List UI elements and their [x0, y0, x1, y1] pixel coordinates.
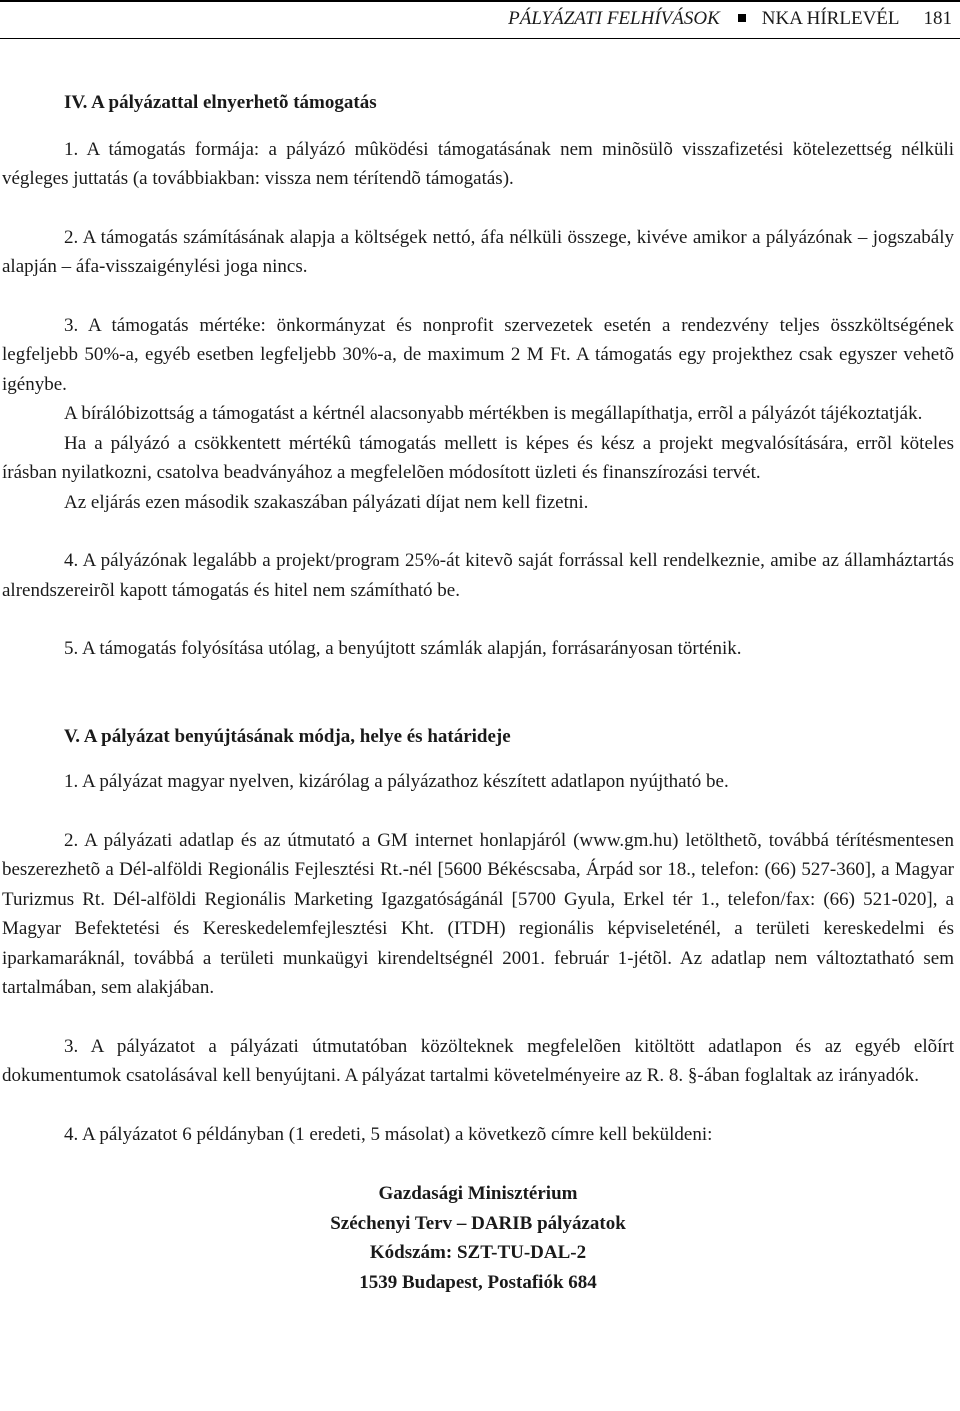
paragraph-iv-2: 2. A támogatás számításának alapja a költségek nettó, áfa nélküli összege, kivéve amikor a pályázónak – jogszabály alapján – áfa-visszaigénylési joga nincs. [2, 226, 954, 277]
header-bar [508, 8, 952, 30]
section-heading-iv: IV. A pályázattal elnyerhetõ támogatás [64, 92, 377, 113]
header-divider [0, 38, 960, 39]
paragraph-iv-3c: Ha a pályázó a csökkentett mértékû támogatás mellett is képes és kész a projekt megvalósítására, errõl köteles írásban nyilatkozni, csatolva beadványához a megfelelõen módosított üzleti és finanszírozási tervét. [2, 432, 954, 483]
address-program: Széchenyi Terv – DARIB pályázatok [330, 1212, 626, 1234]
paragraph-iv-5: 5. A támogatás folyósítása utólag, a benyújtott számlák alapján, forrásarányosan történik. [64, 638, 742, 659]
paragraph-v-1: 1. A pályázat magyar nyelven, kizárólag a pályázathoz készített adatlapon nyújtható be. [64, 771, 729, 792]
paragraph-iv-4: 4. A pályázónak legalább a projekt/program 25%-át kitevõ saját forrással kell rendelkeznie, amibe az államháztartás alrendszereirõl kapott támogatás és hitel nem számítható be. [2, 550, 954, 601]
mailing-address [2, 1179, 954, 1297]
paragraph-v-4: 4. A pályázatot 6 példányban (1 eredeti, 5 másolat) a következõ címre kell beküldeni: [64, 1123, 713, 1145]
paragraph-v-3: 3. A pályázatot a pályázati útmutatóban közölteknek megfelelõen kitöltött adatlapon és az egyéb elõírt dokumentumok csatolásával kell benyújtani. A pályázat tartalmi követelményeire az R. 8. §-ában foglaltak az irányadók. [2, 1035, 954, 1086]
address-code: Kódszám: SZT-TU-DAL-2 [369, 1242, 587, 1263]
section-heading-v: V. A pályázat benyújtásának módja, helye és határideje [64, 725, 511, 747]
paragraph-iv-3: 3. A támogatás mértéke: önkormányzat és nonprofit szervezetek esetén a rendezvény teljes összköltségének legfeljebb 50%-a, egyéb esetben legfeljebb 30%-a, de maximum 2 M Ft. A támogatás egy projekthez csak egyszer vehetõ igénybe. [2, 314, 954, 395]
paragraph-iv-1: 1. A támogatás formája: a pályázó mûködési támogatásának nem minõsülõ visszafizetési kötelezettség nélküli végleges juttatás (a továbbiakban: vissza nem térítendõ támogatás). [2, 138, 954, 189]
page-header [0, 0, 960, 38]
header-section-title: PÁLYÁZATI FELHÍVÁSOK [508, 8, 720, 29]
paragraph-v-2: 2. A pályázati adatlap és az útmutató a GM internet honlapjáról (www.gm.hu) letölthetõ, továbbá térítésmentesen beszerezhetõ a Dél-alföldi Regionális Fejlesztési Rt.-nél [5600 Békéscsaba, Árpád sor 18., telefon: (66) 527-360], a Magyar Turizmus Rt. Dél-alföldi Regionális Marketing Igazgatóságánál [5700 Gyula, Erkel tér 1., telefon/fax: (66) 521-020], a Magyar Befektetési és Kereskedelemfejlesztési Kht. (ITDH) regionális képviseleténél, a területi kereskedelmi és iparkamaráknál, továbbá a területi munkaügyi kirendeltségnél 2001. február 1-jétõl. Az adatlap nem változtatható sem tartalmában, sem alakjában. [2, 829, 954, 998]
paragraph-iv-3b: A bírálóbizottság a támogatást a kértnél alacsonyabb mértékben is megállapíthatja, errõl a pályázót tájékoztatják. [64, 403, 923, 424]
header-newsletter-name: NKA HÍRLEVÉL [761, 8, 900, 29]
paragraph-iv-3d: Az eljárás ezen második szakaszában pályázati díjat nem kell fizetni. [64, 491, 589, 513]
address-postbox: 1539 Budapest, Postafiók 684 [359, 1271, 597, 1293]
address-recipient: Gazdasági Minisztérium [378, 1183, 578, 1204]
square-bullet-icon [738, 14, 746, 22]
document-body [2, 88, 954, 1297]
page-number: 181 [923, 8, 952, 29]
